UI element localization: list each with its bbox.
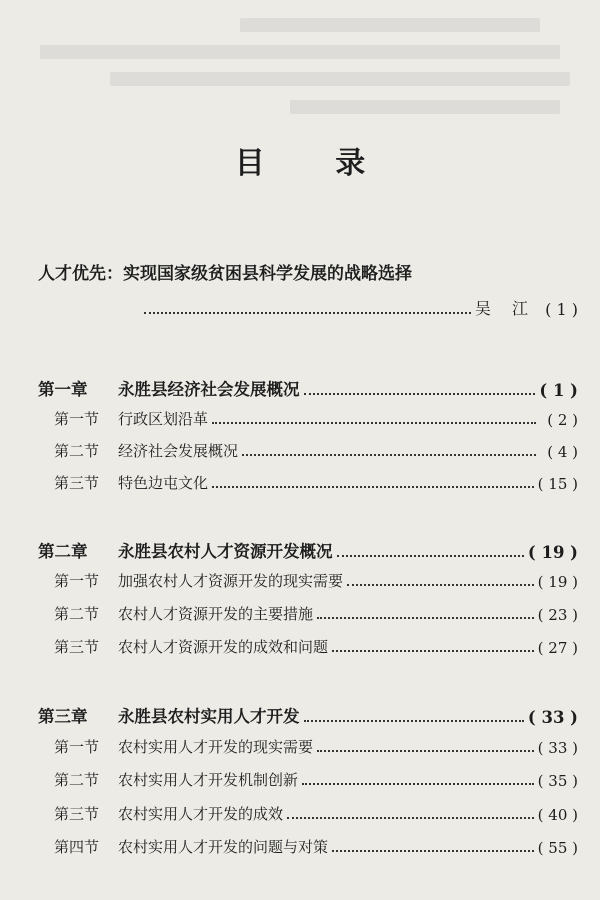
preface-page: ( 1 )	[545, 300, 578, 319]
toc-section-1-1[interactable]	[54, 408, 578, 429]
chapter-page: ( 1 )	[539, 381, 578, 400]
preface-author: 吴 江	[474, 299, 536, 318]
toc-section-3-3[interactable]	[54, 803, 578, 824]
leader-dots	[347, 583, 534, 586]
chapter-page: ( 19 )	[527, 543, 578, 562]
leader-dots	[242, 453, 536, 456]
preface-byline	[140, 296, 578, 319]
chapter-number: 第一章	[38, 380, 88, 399]
chapter-title: 永胜县农村实用人才开发	[118, 707, 300, 726]
section-title: 农村实用人才开发的成效	[118, 805, 284, 823]
toc-section-1-3[interactable]	[54, 472, 578, 493]
leader-dots	[317, 749, 534, 752]
toc-chapter-1[interactable]	[38, 376, 578, 400]
section-page: ( 15 )	[537, 475, 578, 493]
leader-dots	[337, 554, 524, 557]
section-title: 农村人才资源开发的主要措施	[118, 605, 314, 623]
leader-dots	[212, 421, 536, 424]
toc-section-1-2[interactable]	[54, 440, 578, 461]
section-title: 加强农村人才资源开发的现实需要	[118, 572, 344, 590]
section-page: ( 23 )	[537, 606, 578, 624]
chapter-title: 永胜县经济社会发展概况	[118, 380, 300, 399]
section-number: 第二节	[54, 771, 100, 789]
section-number: 第二节	[54, 605, 100, 623]
section-page: ( 35 )	[537, 772, 578, 790]
preface-entry[interactable]	[38, 259, 578, 284]
chapter-page: ( 33 )	[527, 708, 578, 727]
section-page: ( 33 )	[537, 739, 578, 757]
section-title: 行政区划沿革	[118, 410, 209, 428]
section-number: 第四节	[54, 838, 100, 856]
leader-dots	[317, 616, 534, 619]
leader-dots	[302, 782, 534, 785]
section-page: ( 19 )	[537, 573, 578, 591]
section-page: ( 27 )	[537, 639, 578, 657]
leader-dots	[144, 311, 471, 314]
section-number: 第三节	[54, 474, 100, 492]
leader-dots	[304, 719, 524, 722]
section-title: 特色边屯文化	[118, 474, 209, 492]
leader-dots	[304, 392, 536, 395]
section-number: 第一节	[54, 572, 100, 590]
section-page: ( 40 )	[537, 806, 578, 824]
section-title: 农村人才资源开发的成效和问题	[118, 638, 329, 656]
section-number: 第二节	[54, 442, 100, 460]
leader-dots	[212, 485, 534, 488]
chapter-number: 第三章	[38, 707, 88, 726]
toc-section-2-3[interactable]	[54, 636, 578, 657]
toc-chapter-2[interactable]	[38, 538, 578, 562]
toc-section-2-1[interactable]	[54, 570, 578, 591]
chapter-title: 永胜县农村人才资源开发概况	[118, 542, 333, 561]
toc-section-3-2[interactable]	[54, 769, 578, 790]
bleed-through-text	[0, 0, 600, 140]
section-number: 第三节	[54, 805, 100, 823]
preface-title: 人才优先：实现国家级贫困县科学发展的战略选择	[38, 264, 412, 284]
section-page: ( 4 )	[547, 443, 578, 461]
section-number: 第一节	[54, 738, 100, 756]
leader-dots	[287, 816, 534, 819]
section-title: 农村实用人才开发的现实需要	[118, 738, 314, 756]
toc-chapter-3[interactable]	[38, 703, 578, 727]
section-title: 农村实用人才开发的问题与对策	[118, 838, 329, 856]
section-page: ( 2 )	[547, 411, 578, 429]
section-title: 农村实用人才开发机制创新	[118, 771, 299, 789]
leader-dots	[332, 649, 534, 652]
chapter-number: 第二章	[38, 542, 88, 561]
toc-section-2-2[interactable]	[54, 603, 578, 624]
section-page: ( 55 )	[537, 839, 578, 857]
toc-title: 目 录	[234, 146, 396, 181]
leader-dots	[332, 849, 534, 852]
section-title: 经济社会发展概况	[118, 442, 239, 460]
section-number: 第一节	[54, 410, 100, 428]
toc-section-3-4[interactable]	[54, 836, 578, 857]
toc-section-3-1[interactable]	[54, 736, 578, 757]
section-number: 第三节	[54, 638, 100, 656]
